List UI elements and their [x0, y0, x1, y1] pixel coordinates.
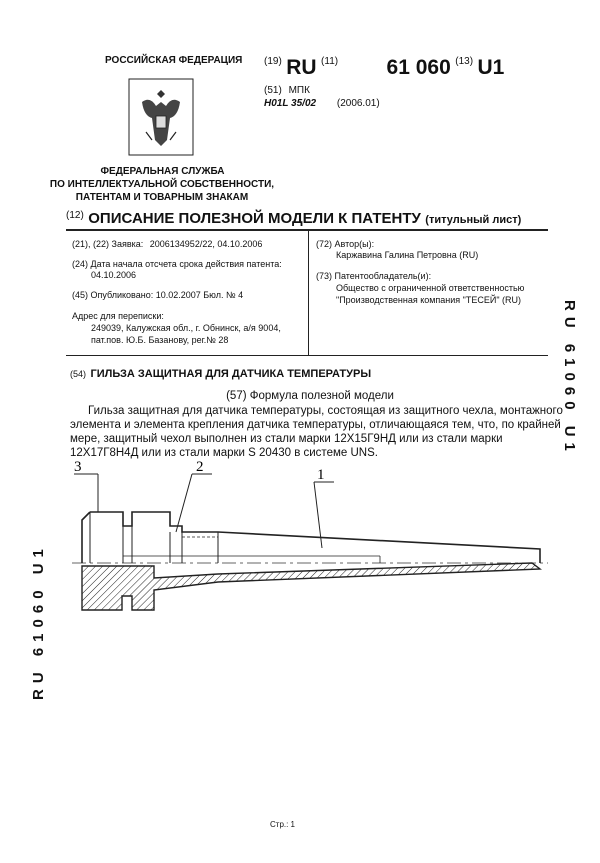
code-13: (13) — [455, 56, 474, 67]
callout-3: 3 — [74, 460, 82, 475]
author-label: (72) Автор(ы): — [316, 239, 375, 249]
published-value: 10.02.2007 Бюл. № 4 — [155, 290, 244, 300]
claims-line-2: элемента и элемента крепления датчика температуры, отличающаяся тем, что, по крайней — [70, 419, 561, 431]
author-value: Каржавина Галина Петровна (RU) — [336, 250, 479, 260]
utility-title-text: ГИЛЬЗА ЗАЩИТНАЯ ДЛЯ ДАТЧИКА ТЕМПЕРАТУРЫ — [90, 368, 372, 380]
utility-title — [70, 364, 371, 382]
code-19: (19) — [264, 56, 282, 67]
patent-number-line — [264, 56, 504, 80]
title-code: (12) — [66, 210, 84, 221]
agency-line-1: ФЕДЕРАЛЬНАЯ СЛУЖБА — [100, 166, 225, 177]
claims-line-1: Гильза защитная для датчика температуры, состоящая из защитного чехла, монтажного — [88, 405, 563, 417]
state-emblem — [128, 78, 194, 156]
start-date-label: (24) Дата начала отсчета срока действия патента: — [72, 259, 282, 269]
title-text: ОПИСАНИЕ ПОЛЕЗНОЙ МОДЕЛИ К ПАТЕНТУ — [88, 210, 421, 227]
application-value: 2006134952/22, 04.10.2006 — [149, 239, 263, 249]
mpk-label: МПК — [288, 85, 310, 96]
published-label: (45) Опубликовано: — [72, 290, 154, 300]
kind-code: U1 — [477, 56, 505, 79]
top-rule — [66, 229, 548, 231]
address-line-1: 249039, Калужская обл., г. Обнинск, а/я 9004, — [91, 323, 281, 333]
owner-label: (73) Патентообладатель(и): — [316, 271, 432, 281]
owner-line-2: "Производственная компания "ТЕСЕЙ" (RU) — [336, 295, 522, 305]
side-number-left: RU 61060 U1 — [30, 543, 47, 700]
country-name: РОССИЙСКАЯ ФЕДЕРАЦИЯ — [105, 55, 243, 66]
claims-line-3: мере, защитный чехол выполнен из стали марки 12Х15Г9НД или из стали марки — [70, 433, 503, 445]
claims-text — [70, 404, 563, 460]
agency-line-2: ПО ИНТЕЛЛЕКТУАЛЬНОЙ СОБСТВЕННОСТИ, — [49, 179, 275, 190]
column-divider — [308, 230, 309, 355]
ipc-class: H01L 35/02 — [264, 98, 317, 109]
callout-2: 2 — [196, 460, 204, 475]
side-number-right: RU 61060 U1 — [561, 300, 578, 457]
published-row — [72, 290, 243, 300]
document-title — [66, 210, 521, 228]
bottom-rule — [66, 355, 548, 356]
agency-line-3: ПАТЕНТАМ И ТОВАРНЫМ ЗНАКАМ — [75, 192, 249, 203]
ipc-date: (2006.01) — [336, 98, 380, 109]
page-number: Стр.: 1 — [270, 820, 296, 829]
mpk-code: (51) — [264, 85, 282, 96]
utility-title-code: (54) — [70, 369, 87, 379]
title-suffix: (титульный лист) — [425, 214, 522, 226]
claims-line-4: 12Х17Г8Н4Д или из стали марки S 20430 в системе UNS. — [70, 447, 378, 459]
ipc-line — [264, 98, 380, 109]
address-label: Адрес для переписки: — [72, 311, 164, 321]
claims-heading: (57) Формула полезной модели — [226, 390, 394, 402]
application-row — [72, 239, 262, 249]
application-label: (21), (22) Заявка: — [72, 239, 144, 249]
address-line-2: пат.пов. Ю.Б. Базанову, рег.№ 28 — [91, 335, 229, 345]
code-11: (11) — [321, 56, 339, 67]
callout-1: 1 — [317, 467, 325, 483]
owner-line-1: Общество с ограниченной ответственностью — [336, 283, 525, 293]
patent-number: 61 060 — [386, 56, 451, 79]
country-code: RU — [286, 56, 317, 79]
mpk-line — [264, 85, 310, 96]
start-date-value: 04.10.2006 — [91, 270, 137, 280]
technical-drawing — [60, 460, 550, 620]
